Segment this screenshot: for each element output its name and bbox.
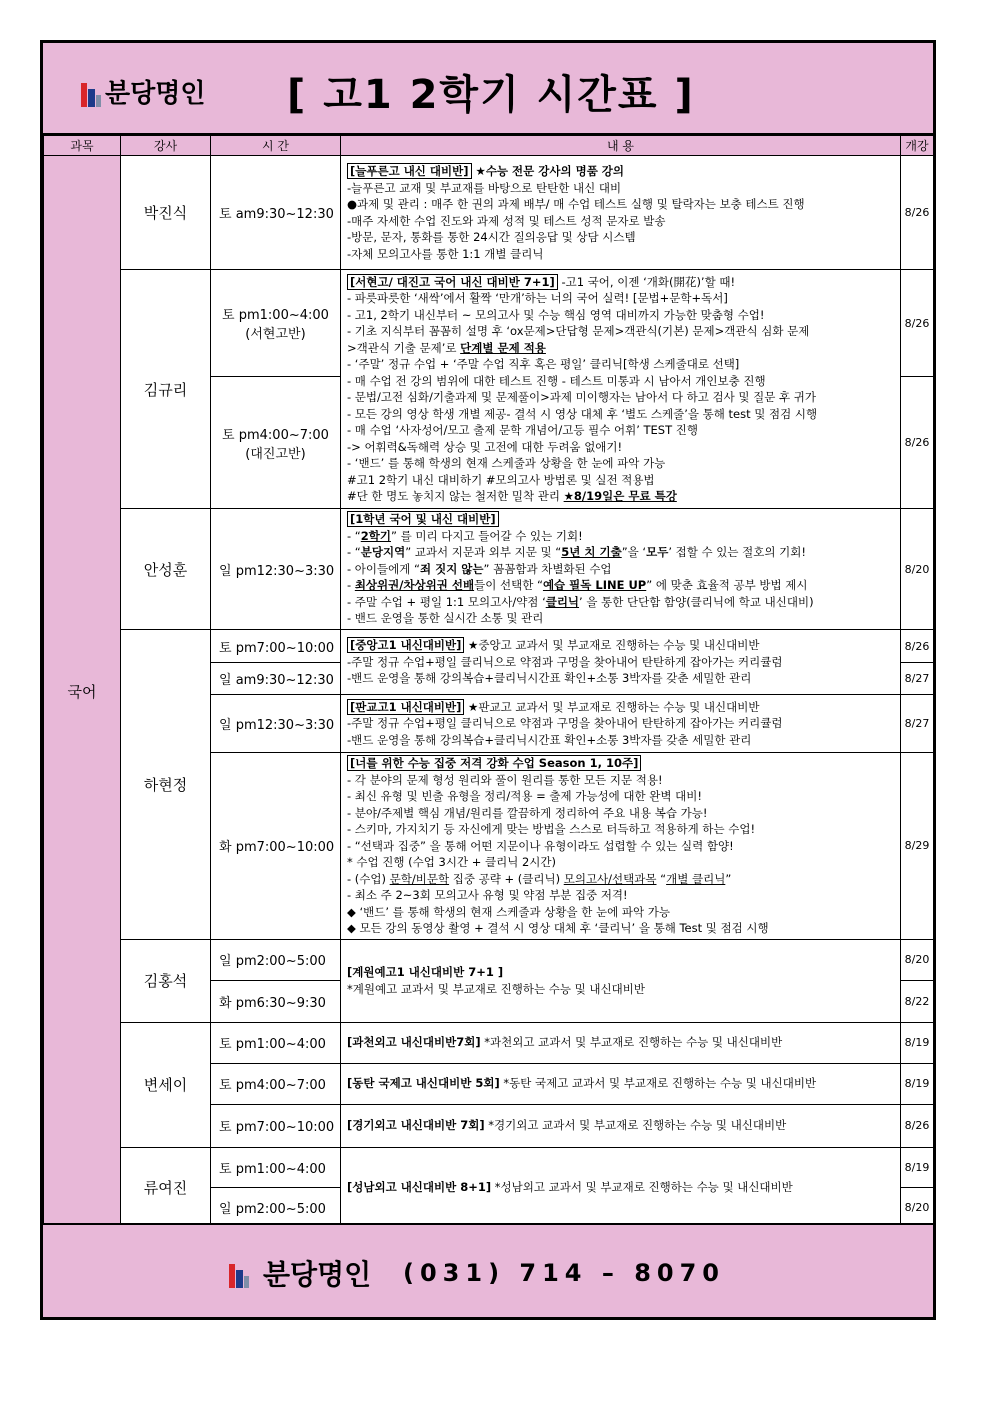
time-cell: 토 am9:30~12:30 bbox=[211, 156, 341, 270]
start-date-cell: 8/26 bbox=[901, 377, 934, 509]
col-subject: 과목 bbox=[44, 136, 121, 156]
time-cell: 일 pm2:00~5:00 bbox=[211, 939, 341, 980]
page-footer bbox=[43, 1223, 933, 1317]
content-line: -> 어휘력&독해력 상승 및 고전에 대한 두려움 없애기! bbox=[347, 439, 623, 454]
start-date-cell: 8/19 bbox=[901, 1147, 934, 1187]
content-line: - 주말 수업 + 평일 1:1 모의고사/약점 ‘클리닉’ 을 통한 단단함 함양(클리닉에 학교 내신대비) bbox=[347, 594, 814, 609]
start-date-cell: 8/20 bbox=[901, 1187, 934, 1227]
start-date-cell: 8/19 bbox=[901, 1063, 934, 1104]
teacher-cell: 변세이 bbox=[121, 1022, 211, 1147]
table-row bbox=[44, 630, 934, 663]
content-cell bbox=[341, 270, 901, 509]
start-date-cell: 8/26 bbox=[901, 156, 934, 270]
teacher-cell: 하현정 bbox=[121, 630, 211, 940]
time-cell: 토 pm4:00~7:00 (대진고반) bbox=[211, 377, 341, 509]
brand-logo-icon bbox=[81, 83, 101, 107]
content-line: *계원예고 교과서 및 부교재로 진행하는 수능 및 내신대비반 bbox=[347, 981, 645, 996]
footer-phone: (031) 714 – 8070 bbox=[403, 1259, 725, 1287]
time-cell: 토 pm1:00~4:00 (서현고반) bbox=[211, 270, 341, 377]
content-line: - (수업) 문학/비문학 집중 공략 + (클리닉) 모의고사/선택과목 “개별 클리닉” bbox=[347, 871, 732, 886]
teacher-cell: 김규리 bbox=[121, 270, 211, 509]
content-line: -주말 정규 수업+평일 클리닉으로 약점과 구멍을 찾아내어 탄탄하게 잡아가는 커리큘럼 bbox=[347, 654, 783, 669]
timetable bbox=[43, 135, 934, 1228]
start-date-cell: 8/27 bbox=[901, 695, 934, 753]
table-row bbox=[44, 509, 934, 630]
page-header bbox=[43, 43, 933, 135]
start-date-cell: 8/29 bbox=[901, 753, 934, 940]
content-line: -밴드 운영을 통해 강의복습+클리닉시간표 확인+소통 3박자를 갖춘 세밀한 관리 bbox=[347, 671, 752, 686]
content-line: -방문, 문자, 통화를 통한 24시간 질의응답 및 상담 시스템 bbox=[347, 230, 636, 244]
content-line: -주말 정규 수업+평일 클리닉으로 약점과 구멍을 찾아내어 탄탄하게 잡아가는 커리큘럼 bbox=[347, 716, 783, 731]
content-cell: [동탄 국제고 내신대비반 5회] *동탄 국제고 교과서 및 부교재로 진행하는 수능 및 내신대비반 bbox=[341, 1063, 901, 1104]
table-row bbox=[44, 939, 934, 980]
content-line: - 매 수업 전 강의 범위에 대한 테스트 진행 - 테스트 미통과 시 남아서 개인보충 진행 bbox=[347, 373, 766, 388]
time-cell: 토 pm7:00~10:00 bbox=[211, 1104, 341, 1147]
content-line: ●과제 및 관리 : 매주 한 권의 과제 배부/ 매 수업 테스트 실행 및 탈락자는 보충 테스트 진행 bbox=[347, 197, 805, 211]
content-line: >객관식 기출 문제’로 단계별 문제 적용 bbox=[347, 340, 546, 355]
content-line: - 매 수업 ‘사자성어/모고 출제 문학 개념어/고등 필수 어휘’ TEST 진행 bbox=[347, 423, 698, 437]
content-line: - “선택과 집중” 을 통해 어떤 지문이나 유형이라도 섭렵할 수 있는 실력 함양! bbox=[347, 838, 734, 853]
content-line: #단 한 명도 놓치지 않는 철저한 밀착 관리 ★8/19일은 무료 특강 bbox=[347, 489, 677, 503]
start-date-cell: 8/26 bbox=[901, 630, 934, 663]
content-cell bbox=[341, 509, 901, 630]
time-cell: 화 pm7:00~10:00 bbox=[211, 753, 341, 940]
content-line: - 모든 강의 영상 학생 개별 제공- 결석 시 영상 대체 후 ‘별도 스케줄’을 통해 test 및 점검 시행 bbox=[347, 406, 818, 421]
time-cell: 일 pm12:30~3:30 bbox=[211, 695, 341, 753]
col-content: 내 용 bbox=[341, 136, 901, 156]
brand-name: 분당명인 bbox=[105, 79, 206, 109]
content-cell: [과천외고 내신대비반7회] *과천외고 교과서 및 부교재로 진행하는 수능 및 내신대비반 bbox=[341, 1022, 901, 1063]
table-row bbox=[44, 156, 934, 270]
brand-logo-icon bbox=[229, 1264, 249, 1288]
time-cell: 토 pm1:00~4:00 bbox=[211, 1022, 341, 1063]
content-cell bbox=[341, 630, 901, 695]
teacher-cell: 류여진 bbox=[121, 1147, 211, 1227]
col-time: 시 간 bbox=[211, 136, 341, 156]
content-line: [1학년 국어 및 내신 대비반] bbox=[347, 511, 900, 528]
content-line: -자체 모의고사를 통한 1:1 개별 클리닉 bbox=[347, 246, 544, 261]
page-title: [ 고1 2학기 시간표 ] bbox=[287, 72, 695, 118]
content-line: - 기초 지식부터 꼼꼼히 설명 후 ‘ox문제>단답형 문제>객관식(기본) 문제>객관식 심화 문제 bbox=[347, 324, 810, 338]
content-line: - 각 분야의 문제 형성 원리와 풀이 원리를 통한 모든 지문 적용! bbox=[347, 772, 663, 787]
content-line: [서현고/ 대진고 국어 내신 대비반 7+1] -고1 국어, 이젠 ‘개화(開花)’할 때! bbox=[347, 274, 900, 291]
content-line: ◆ 모든 강의 동영상 촬영 + 결석 시 영상 대체 후 ‘클리닉’ 을 통해 Test 및 점검 시행 bbox=[347, 921, 769, 935]
subject-cell: 국어 bbox=[44, 156, 121, 1228]
content-line: - 파릇파릇한 ‘새싹’에서 활짝 ‘만개’하는 너의 국어 실력! [문법+문학+독서] bbox=[347, 291, 728, 305]
content-line: [늘푸른고 내신 대비반] ★수능 전문 강사의 명품 강의 bbox=[347, 163, 900, 180]
content-cell: [경기외고 내신대비반 7회] *경기외고 교과서 및 부교재로 진행하는 수능 및 내신대비반 bbox=[341, 1104, 901, 1147]
header-brand bbox=[81, 73, 205, 110]
content-cell: [성남외고 내신대비반 8+1] *성남외고 교과서 및 부교재로 진행하는 수능 및 내신대비반 bbox=[341, 1147, 901, 1227]
teacher-cell: 안성훈 bbox=[121, 509, 211, 630]
time-cell: 토 pm1:00~4:00 bbox=[211, 1147, 341, 1187]
content-line: * 수업 진행 (수업 3시간 + 클리닉 2시간) bbox=[347, 855, 556, 869]
content-line: [판교고1 내신대비반] ★판교고 교과서 및 부교재로 진행하는 수능 및 내신대비반 bbox=[347, 699, 900, 716]
content-cell bbox=[341, 156, 901, 270]
start-date-cell: 8/22 bbox=[901, 980, 934, 1022]
content-line: - 고1, 2학기 내신부터 ~ 모의고사 및 수능 핵심 영역 대비까지 가능한 맞춤형 수업! bbox=[347, 307, 765, 322]
start-date-cell: 8/20 bbox=[901, 939, 934, 980]
content-line: - ‘밴드’ 를 통해 학생의 현재 스케줄과 상황을 한 눈에 파악 가능 bbox=[347, 456, 666, 470]
content-line: - 밴드 운영을 통한 실시간 소통 및 관리 bbox=[347, 611, 544, 626]
content-line: - 문법/고전 심화/기출과제 및 문제풀이>과제 미이행자는 남아서 다 하고 검사 및 질문 후 귀가 bbox=[347, 390, 816, 404]
content-cell bbox=[341, 939, 901, 1022]
time-cell: 토 pm4:00~7:00 bbox=[211, 1063, 341, 1104]
content-cell bbox=[341, 753, 901, 940]
footer-brand bbox=[229, 1253, 371, 1293]
timetable-page bbox=[40, 40, 936, 1320]
content-line: [중앙고1 내신대비반] ★중앙고 교과서 및 부교재로 진행하는 수능 및 내신대비반 bbox=[347, 637, 900, 654]
content-line: [계원예고1 내신대비반 7+1 ] bbox=[347, 965, 504, 979]
content-line: -매주 자세한 수업 진도와 과제 성적 및 테스트 성적 문자로 발송 bbox=[347, 213, 666, 228]
col-teacher: 강사 bbox=[121, 136, 211, 156]
teacher-cell: 김홍석 bbox=[121, 939, 211, 1022]
content-line: - “2학기” 를 미리 다지고 들어갈 수 있는 기회! bbox=[347, 528, 583, 543]
time-cell: 토 pm7:00~10:00 bbox=[211, 630, 341, 663]
start-date-cell: 8/19 bbox=[901, 1022, 934, 1063]
content-line: ◆ ‘밴드’ 를 통해 학생의 현재 스케줄과 상황을 한 눈에 파악 가능 bbox=[347, 904, 670, 919]
teacher-cell: 박진식 bbox=[121, 156, 211, 270]
table-header-row bbox=[44, 136, 934, 156]
content-line: - 최소 주 2~3회 모의고사 유형 및 약점 부분 집중 저격! bbox=[347, 888, 628, 902]
content-line: - “분당지역” 교과서 지문과 외부 지문 및 “5년 치 기출”을 ‘모두’ 접할 수 있는 절호의 기회! bbox=[347, 545, 806, 560]
footer-brand-name: 분당명인 bbox=[263, 1258, 372, 1291]
time-cell: 일 am9:30~12:30 bbox=[211, 663, 341, 695]
content-cell bbox=[341, 695, 901, 753]
col-start: 개강 bbox=[901, 136, 934, 156]
start-date-cell: 8/27 bbox=[901, 663, 934, 695]
content-line: - 최신 유형 및 빈출 유형을 정리/적용 = 출제 가능성에 대한 완벽 대비! bbox=[347, 789, 702, 803]
time-cell: 화 pm6:30~9:30 bbox=[211, 980, 341, 1022]
content-line: - ‘주말’ 정규 수업 + ‘주말 수업 직후 혹은 평일’ 클리닉[학생 스케줄대로 선택] bbox=[347, 357, 740, 371]
content-line: [너를 위한 수능 집중 저격 강화 수업 Season 1, 10주] bbox=[347, 755, 900, 772]
content-line: - 스키마, 가지치기 등 자신에게 맞는 방법을 스스로 터득하고 적용하게 하는 수업! bbox=[347, 822, 756, 836]
table-row bbox=[44, 1147, 934, 1187]
content-line: - 분야/주제별 핵심 개념/원리를 깔끔하게 정리하여 주요 내용 복습 가능! bbox=[347, 805, 708, 820]
time-cell: 일 pm2:00~5:00 bbox=[211, 1187, 341, 1227]
content-line: -밴드 운영을 통해 강의복습+클리닉시간표 확인+소통 3박자를 갖춘 세밀한 관리 bbox=[347, 732, 752, 747]
table-row bbox=[44, 270, 934, 377]
content-line: -늘푸른고 교재 및 부교재를 바탕으로 탄탄한 내신 대비 bbox=[347, 180, 622, 195]
time-cell: 일 pm12:30~3:30 bbox=[211, 509, 341, 630]
content-line: - 아이들에게 “죄 짓지 않는” 꼼꼼함과 차별화된 수업 bbox=[347, 561, 612, 576]
content-line: - 최상위권/차상위권 선배들이 선택한 “예습 필독 LINE UP” 에 맞춘 효율적 공부 방법 제시 bbox=[347, 578, 808, 593]
table-row bbox=[44, 1022, 934, 1063]
content-line: #고1 2학기 내신 대비하기 #모의고사 방법론 및 실전 적용법 bbox=[347, 472, 655, 487]
start-date-cell: 8/26 bbox=[901, 1104, 934, 1147]
start-date-cell: 8/20 bbox=[901, 509, 934, 630]
start-date-cell: 8/26 bbox=[901, 270, 934, 377]
